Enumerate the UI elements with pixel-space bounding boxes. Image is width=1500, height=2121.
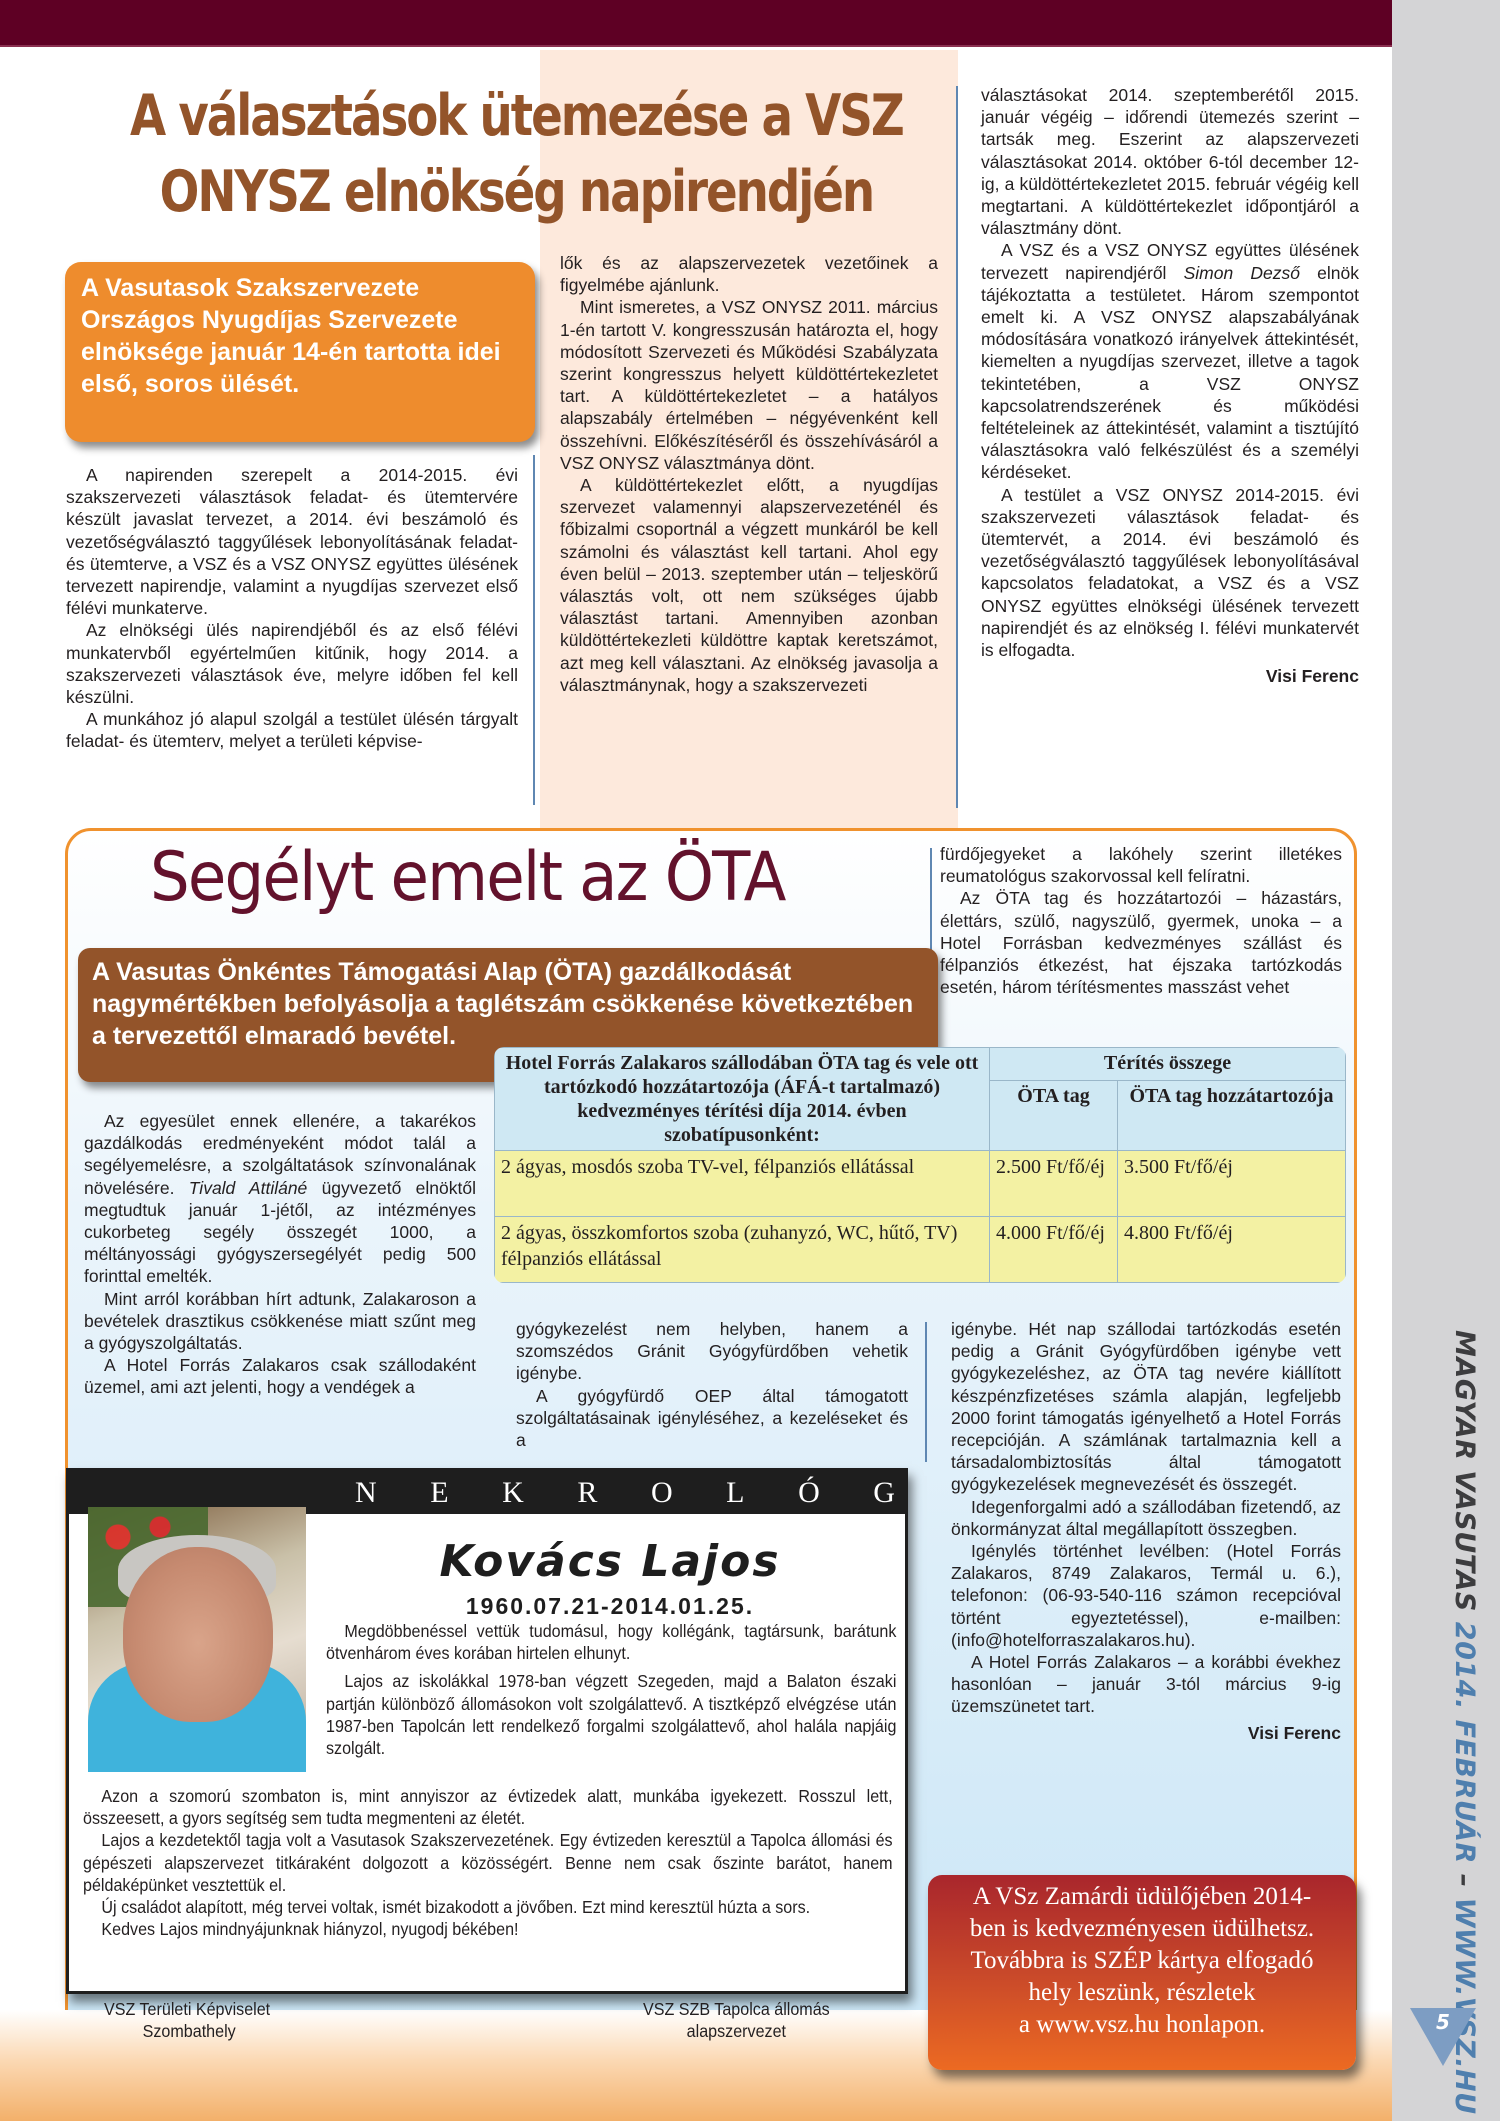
paragraph: Lajos a kezdetektől tagja volt a Vasutasok Szakszervezetének. Egy évtizeden keresztül a Tapolca állomási és gépészeti alapszervezet titkáraként dolgozott a közösségért. Benne nem csak őszinte barátot, hanem példaképünket vesztettük el. <box>83 1830 893 1895</box>
person-name: Simon Dezső <box>1183 262 1300 283</box>
paragraph: Mint arról korábban hírt adtunk, Zalakaroson a bevételek drasztikus csökkenése miatt szűnt meg a gyógyszolgáltatás. <box>84 1288 476 1354</box>
headline-line-2: ONYSZ elnökség napirendjén <box>159 159 874 225</box>
author-byline: Visi Ferenc <box>1247 1722 1341 1743</box>
obituary-label <box>355 1476 895 1510</box>
article1-column-1 <box>66 464 518 753</box>
paragraph: A Hotel Forrás Zalakaros csak szállodaként üzemel, ami azt jelenti, hogy a vendégek a <box>84 1355 476 1398</box>
obituary-dates: 1960.07.21-2014.01.25. <box>465 1593 755 1619</box>
article-lead-box <box>65 262 535 442</box>
label-letter: E <box>430 1476 449 1509</box>
table-row <box>495 1151 1346 1217</box>
ota-column-1 <box>84 1110 476 1399</box>
paragraph: lők és az alapszervezetek vezetőinek a figyelmébe ajánlunk. <box>560 253 938 296</box>
paragraph: Az elnökségi ülés napirendjéből és az első félévi munkatervből egyértelműen kitűnik, hogy 2014. a szakszervezeti választások éve, melyre időben fel kell készülni. <box>66 620 518 708</box>
paragraph: Kedves Lajos mindnyájunknak hiányzol, nyugodj békében! <box>101 1919 519 1940</box>
table-header-description: Hotel Forrás Zalakaros szállodában ÖTA tag és vele ott tartózkodó hozzátartozója (ÁFÁ-t tartalmazó) kedvezményes térítési díja 2014. évben szobatípusonként: <box>495 1048 990 1151</box>
column-divider <box>533 455 535 805</box>
cell-room: 2 ágyas, mosdós szoba TV-vel, félpanziós ellátással <box>495 1151 990 1217</box>
paragraph: A küldöttértekezlet előtt, a nyugdíjas szervezet valamennyi alapszervezeténél és főbizalmi csoportnál a végzett munkáról be kell számolni és választást kell tartani. Ahol egy éven belül – 2013. szeptember után – teljeskörű választás volt, ott nem szükséges újabb választást tartani. Amennyiben azonban küldöttértekezleti küldöttre kaptak keretszámot, azt meg kell választani. Az elnökség javasolja a választmánynak, hogy a szakszervezeti <box>560 475 938 695</box>
label-letter: O <box>650 1476 673 1509</box>
paragraph: Az ÖTA tag és hozzátartozói – házastárs, élettárs, szülő, nagyszülő, gyermek, unoka – a Hotel Forrásban kedvezményes szállást és félpanziós étkezést, hat éjszaka tartózkodás esetén, három térítésmentes masszást vehet <box>940 888 1342 998</box>
label-letter: N <box>355 1476 377 1509</box>
paragraph-part: A VSZ és a VSZ ONYSZ együttes ülésének tervezett napirendjéről <box>981 240 1359 283</box>
promo-line: hely leszünk, részletek <box>1028 1979 1256 2006</box>
paragraph: választásokat 2014. szeptemberétől 2015. január végéig – időrendi ütemezés szerint – tartsák meg. Eszerint az alapszervezeti választásokat 2014. október 6-tól december 12-ig, a küldöttértekezletet 2015. február végéig kell megtartani. A küldöttértekezlet időpontjáról a választmány dönt. <box>981 85 1359 239</box>
cell-member-price: 4.000 Ft/fő/éj <box>990 1217 1118 1283</box>
label-letter: Ó <box>798 1476 820 1509</box>
promo-line: Továbbra is SZÉP kártya elfogadó <box>970 1947 1314 1974</box>
paragraph: Idegenforgalmi adó a szállodában fizetendő, az önkormányzat által megállapított összegben. <box>951 1496 1341 1539</box>
face <box>123 1547 273 1722</box>
signer-right <box>643 1998 830 2042</box>
paragraph: igénybe. Hét nap szállodai tartózkodás esetén pedig a Gránit Gyógyfürdőben igénybe vett gyógykezeléshez, az ÖTA tag nevére kiállított készpénzfizetéses számla alapján, legfeljebb 2000 forint támogatás igényelhető a Hotel Forrás recepcióján. A számlának tartalmaznia kell a társadalombiztosítás által támogatott gyógykezelések megnevezését és összegét. <box>951 1319 1341 1495</box>
paragraph: Megdöbbenéssel vettük tudomásul, hogy kollégánk, tagtársunk, barátunk ötvenhárom éves korában hirtelen elhunyt. <box>326 1621 897 1664</box>
column-divider <box>925 1322 927 1462</box>
label-letter: R <box>577 1476 598 1509</box>
separator: – <box>1449 1873 1480 1898</box>
table-header-relative: ÖTA tag hozzátartozója <box>1118 1081 1346 1151</box>
paragraph: A munkához jó alapul szolgál a testület ülésén tárgyalt feladat- és ütemterv, melyet a területi képvise- <box>66 709 518 752</box>
obituary-text-beside-photo <box>326 1620 896 1759</box>
ota-headline: Segélyt emelt az ÖTA <box>150 838 785 917</box>
obituary-name: Kovács Lajos <box>439 1536 781 1587</box>
zamardi-promo-box <box>928 1875 1356 2070</box>
article-headline <box>90 78 943 230</box>
label-letter: L <box>726 1476 745 1509</box>
paragraph: Azon a szomorú szombaton is, mint annyiszor az évtizedek alatt, munkába igyekezett. Rosszul lett, összeesett, a gyors segítség sem tudta megmenteni az életét. <box>83 1786 893 1829</box>
cell-relative-price: 3.500 Ft/fő/éj <box>1118 1151 1346 1217</box>
page-number: 5 <box>1436 2010 1450 2034</box>
headline-line-1: A választások ütemezése a VSZ <box>130 83 903 149</box>
ota-column-3-top <box>940 843 1342 998</box>
website-link[interactable]: WWW.VSZ.HU <box>1449 1897 1480 2115</box>
ota-lead: A Vasutas Önkéntes Támogatási Alap (ÖTA) gazdálkodását nagymértékben befolyásolja a taglétszám csökkenése következtében a tervezettől elmaradó bevétel. <box>92 958 914 1050</box>
sidebar-masthead <box>1410 1330 1480 2115</box>
promo-website-line[interactable]: a www.vsz.hu honlapon. <box>1018 2011 1266 2038</box>
signer-right-line-1: VSZ SZB Tapolca állomás <box>643 1999 830 2019</box>
magazine-name: MAGYAR VASUTAS <box>1449 1330 1480 1612</box>
promo-line: A VSz Zamárdi üdülőjében 2014- <box>972 1883 1312 1910</box>
signer-left-line-1: VSZ Területi Képviselet <box>104 1999 271 2019</box>
article1-column-3 <box>981 84 1359 687</box>
paragraph: Mint ismeretes, a VSZ ONYSZ 2011. március 1-én tartott V. kongresszusán határozta el, hogy módosított Szervezeti és Működési Szabályzata szerint kongresszus helyett küldöttértekezletet tart. A küldöttértekezletet – a hatályos alapszabály értelmében – négyévenként kell összehívni. Előkészítéséről és összehívásáról a VSZ ONYSZ választmánya dönt. <box>560 297 938 473</box>
paragraph-part: Az egyesület ennek ellenére, a takarékos gazdálkodás eredményeként módot talál a segélyemelésre, a szolgáltatások színvonalának növelésére. <box>84 1111 476 1198</box>
table-header-member: ÖTA tag <box>990 1081 1118 1151</box>
label-letter: G <box>873 1476 895 1509</box>
cell-member-price: 2.500 Ft/fő/éj <box>990 1151 1118 1217</box>
article1-column-2 <box>560 252 938 696</box>
promo-line: ben is kedvezményesen üdülhetsz. <box>969 1915 1315 1942</box>
paragraph-part: elnök tájékoztatta a testületet. Három szempontot emelt ki. A VSZ ONYSZ alapszabályának módosítására vonatkozó irányelvek áttekintését, kiemelten a nyugdíjas szervezet, illetve a tagok tekintetében, a VSZ ONYSZ kapcsolatrendszerének és működési feltételeinek az áttekintését, valamint a tisztújító választásokra való felkészülést és a személyi kérdéseket. <box>981 262 1359 483</box>
ota-column-3-bottom <box>951 1318 1341 1744</box>
paragraph: fürdőjegyeket a lakóhely szerint illetékes reumatológus szakorvossal kell felíratni. <box>940 844 1342 887</box>
obituary-text-full <box>83 1785 893 1940</box>
signer-left <box>104 1998 270 2042</box>
table-row <box>495 1217 1346 1283</box>
paragraph: Lajos az iskolákkal 1978-ban végzett Szegeden, majd a Balaton északi partján különböző állomásokon volt szolgálattevő. A tisztképző elvégzése után 1987-ben Tapolcán lett rendelkező forgalmi szolgálattevő, ahol halála napjáig szolgált. <box>326 1671 897 1759</box>
cell-room: 2 ágyas, összkomfortos szoba (zuhanyzó, WC, hűtő, TV) félpanziós ellátással <box>495 1217 990 1283</box>
paragraph: Új családot alapított, még tervei voltak, ismét bizakodott a jövőben. Ezt mind keresztül húzta a sors. <box>101 1897 811 1918</box>
paragraph-part: ügyvezető elnöktől megtudtuk január 1-jétől, az intézményes cukorbeteg segély összegét 1000, a méltányossági gyógyszersegélyét pedig 500 forinttal emelték. <box>84 1177 476 1287</box>
signer-right-line-2: alapszervezet <box>686 2021 787 2042</box>
column-divider <box>956 86 958 808</box>
article-lead: A Vasutasok Szakszervezete Országos Nyugdíjas Szervezete elnöksége január 14-én tartotta idei első, soros ülését. <box>81 274 501 398</box>
author-byline: Visi Ferenc <box>1265 666 1359 687</box>
paragraph: gyógykezelést nem helyben, hanem a szomszédos Gránit Gyógyfürdőben vehetik igénybe. <box>516 1319 908 1384</box>
cell-relative-price: 4.800 Ft/fő/éj <box>1118 1217 1346 1283</box>
paragraph: A Hotel Forrás Zalakaros – a korábbi évekhez hasonlóan – január 3-tól március 9-ig üzemszünetet tart. <box>951 1652 1341 1717</box>
ota-column-2 <box>516 1318 908 1451</box>
paragraph: A napirenden szerepelt a 2014-2015. évi szakszervezeti választások feladat- és ütemtervére készült javaslat tervezet, a 2014. évi beszámoló és vezetőségválasztó taggyűlések lebonyolításának feladat- és ütemterve, a VSZ és a VSZ ONYSZ együttes ülésének tervezett napirendje, valamint a nyugdíjas szervezet első félévi munkaterve. <box>66 465 518 619</box>
label-letter: K <box>502 1476 524 1509</box>
paragraph: Igénylés történhet levélben: (Hotel Forrás Zalakaros, 8749 Zalakaros, Termál u. 6.), telefonon: (06-93-540-116 számon recepcióval történt egyeztetéssel), e-mailben: (info@hotelforraszalakaros.hu). <box>951 1541 1341 1650</box>
person-name: Tivald Attiláné <box>188 1177 308 1198</box>
table-header-group: Térítés összege <box>990 1048 1346 1081</box>
signer-left-line-2: Szombathely <box>142 2021 236 2042</box>
top-header-bar <box>0 0 1392 47</box>
portrait-photo <box>88 1507 306 1772</box>
paragraph: A gyógyfürdő OEP által támogatott szolgáltatásainak igényléséhez, a kezeléseket és a <box>516 1385 908 1451</box>
price-table <box>494 1047 1346 1283</box>
issue-date: 2014. FEBRUÁR <box>1449 1621 1480 1864</box>
paragraph: A testület a VSZ ONYSZ 2014-2015. évi szakszervezeti választások feladat- és ütemtervét, a 2014. évi beszámoló és vezetőségválasztó taggyűlések lebonyolításával kapcsolatos feladatokat, a VSZ és a VSZ ONYSZ együttes elnökségi ülésének tervezett napirendjét és az elnökség I. félévi munkatervét is elfogadta. <box>981 484 1359 661</box>
